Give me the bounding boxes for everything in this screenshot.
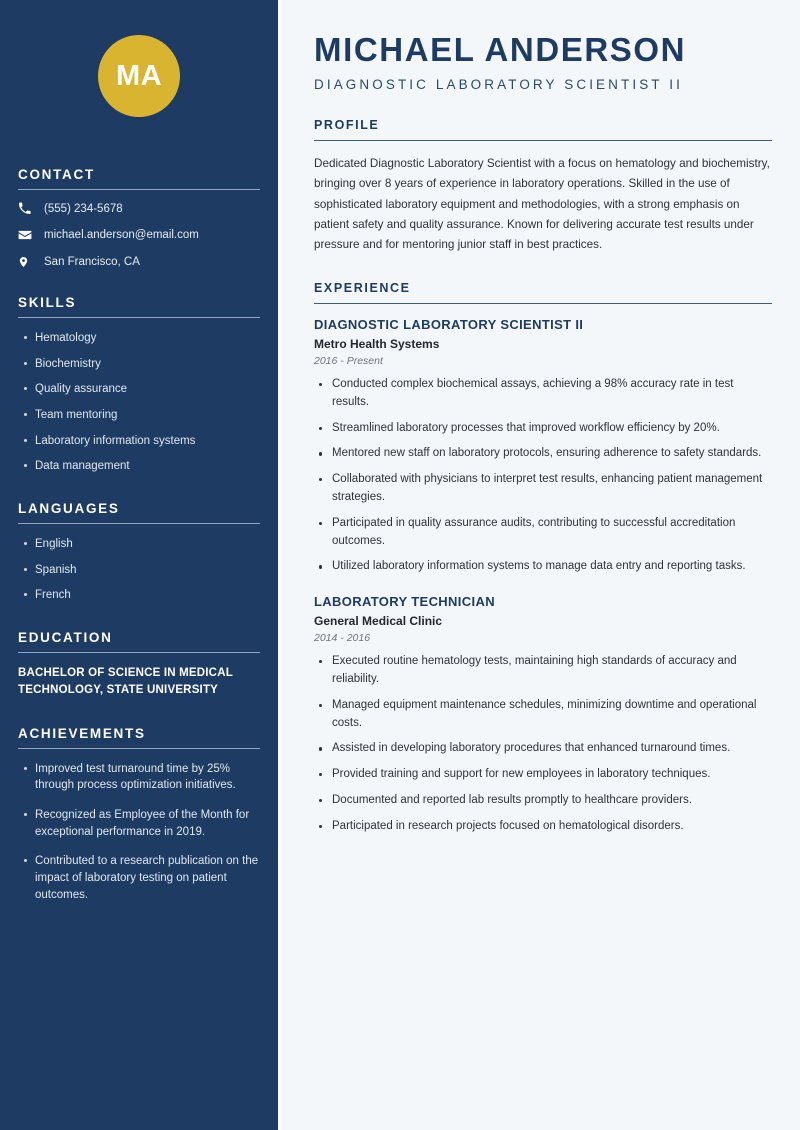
list-item: Team mentoring <box>18 407 260 424</box>
experience-bullets <box>314 653 772 836</box>
profile-section <box>314 118 772 255</box>
achievements-divider <box>18 748 260 749</box>
list-item: Laboratory information systems <box>18 433 260 450</box>
experience-dates: 2014 - 2016 <box>314 632 371 645</box>
contact-section <box>18 167 260 269</box>
experience-entry <box>314 317 772 576</box>
profile-heading: PROFILE <box>314 118 380 133</box>
list-item: Participated in quality assurance audits, contributing to successful accreditation outcomes. <box>314 515 772 551</box>
achievements-list <box>18 761 260 904</box>
avatar-container <box>18 0 260 117</box>
list-item: Documented and reported lab results promptly to healthcare providers. <box>314 792 772 810</box>
skills-section <box>18 295 260 475</box>
profile-divider <box>314 140 772 141</box>
contact-item-email[interactable] <box>18 228 260 242</box>
list-item: Executed routine hematology tests, maintaining high standards of accuracy and reliability. <box>314 653 772 689</box>
education-entry: BACHELOR OF SCIENCE IN MEDICAL TECHNOLOGY, STATE UNIVERSITY <box>18 667 233 697</box>
experience-job-title: DIAGNOSTIC LABORATORY SCIENTIST II <box>314 316 584 332</box>
list-item: French <box>18 587 260 604</box>
skills-list <box>18 330 260 475</box>
list-item: English <box>18 536 260 553</box>
contact-phone-value: (555) 234-5678 <box>44 202 123 215</box>
list-item: Improved test turnaround time by 25% through process optimization initiatives. <box>18 761 260 794</box>
experience-company: Metro Health Systems <box>314 336 440 351</box>
profile-text: Dedicated Diagnostic Laboratory Scientist with a focus on hematology and biochemistry, bringing over 8 years of experience in laboratory operations. Skilled in the use of sophisticated laboratory equipment and methodologies, with a strong emphasis on patient safety and quality assurance. Known for delivering accurate test results under pressure and for mentoring junior staff in best practices. <box>314 157 770 251</box>
experience-entry <box>314 594 772 836</box>
list-item: Collaborated with physicians to interpret test results, enhancing patient management strategies. <box>314 471 772 507</box>
page-title: MICHAEL ANDERSON <box>314 31 687 68</box>
education-heading: EDUCATION <box>18 630 113 646</box>
envelope-icon <box>18 228 38 242</box>
headline-job-title: DIAGNOSTIC LABORATORY SCIENTIST II <box>314 77 683 93</box>
main-content <box>282 0 800 1130</box>
education-section <box>18 630 260 700</box>
contact-divider <box>18 189 260 190</box>
experience-heading: EXPERIENCE <box>314 280 411 295</box>
experience-company: General Medical Clinic <box>314 614 443 629</box>
list-item: Managed equipment maintenance schedules, minimizing downtime and operational costs. <box>314 697 772 733</box>
contact-item-location[interactable] <box>18 255 260 269</box>
achievements-section <box>18 726 260 904</box>
avatar: MA <box>98 35 180 117</box>
list-item: Mentored new staff on laboratory protocols, ensuring adherence to safety standards. <box>314 445 772 463</box>
list-item: Data management <box>18 458 260 475</box>
education-divider <box>18 652 260 653</box>
phone-icon <box>18 202 38 215</box>
experience-job-title: LABORATORY TECHNICIAN <box>314 594 495 610</box>
languages-heading: LANGUAGES <box>18 501 120 517</box>
contact-item-phone[interactable] <box>18 202 260 215</box>
list-item: Provided training and support for new employees in laboratory techniques. <box>314 766 772 784</box>
list-item: Utilized laboratory information systems to manage data entry and reporting tasks. <box>314 558 772 576</box>
achievements-heading: ACHIEVEMENTS <box>18 725 146 741</box>
list-item: Hematology <box>18 330 260 347</box>
map-pin-icon <box>18 255 38 269</box>
skills-heading: SKILLS <box>18 295 77 310</box>
list-item: Contributed to a research publication on the impact of laboratory testing on patient outcomes. <box>18 853 260 903</box>
skills-divider <box>18 317 260 318</box>
experience-divider <box>314 303 772 304</box>
languages-divider <box>18 523 260 524</box>
sidebar <box>0 0 278 1130</box>
contact-location-value: San Francisco, CA <box>44 256 140 268</box>
experience-section <box>314 281 772 836</box>
list-item: Spanish <box>18 562 260 579</box>
list-item: Quality assurance <box>18 381 260 398</box>
experience-bullets <box>314 376 772 576</box>
contact-email-value: michael.anderson@email.com <box>44 229 199 241</box>
list-item: Streamlined laboratory processes that improved workflow efficiency by 20%. <box>314 420 772 438</box>
languages-list <box>18 536 260 604</box>
languages-section <box>18 501 260 604</box>
list-item: Conducted complex biochemical assays, achieving a 98% accuracy rate in test results. <box>314 376 772 412</box>
list-item: Assisted in developing laboratory procedures that enhanced turnaround times. <box>314 740 772 758</box>
experience-dates: 2016 - Present <box>314 354 383 367</box>
list-item: Participated in research projects focused on hematological disorders. <box>314 818 772 836</box>
list-item: Biochemistry <box>18 356 260 373</box>
contact-heading: CONTACT <box>18 167 95 182</box>
list-item: Recognized as Employee of the Month for exceptional performance in 2019. <box>18 807 260 840</box>
